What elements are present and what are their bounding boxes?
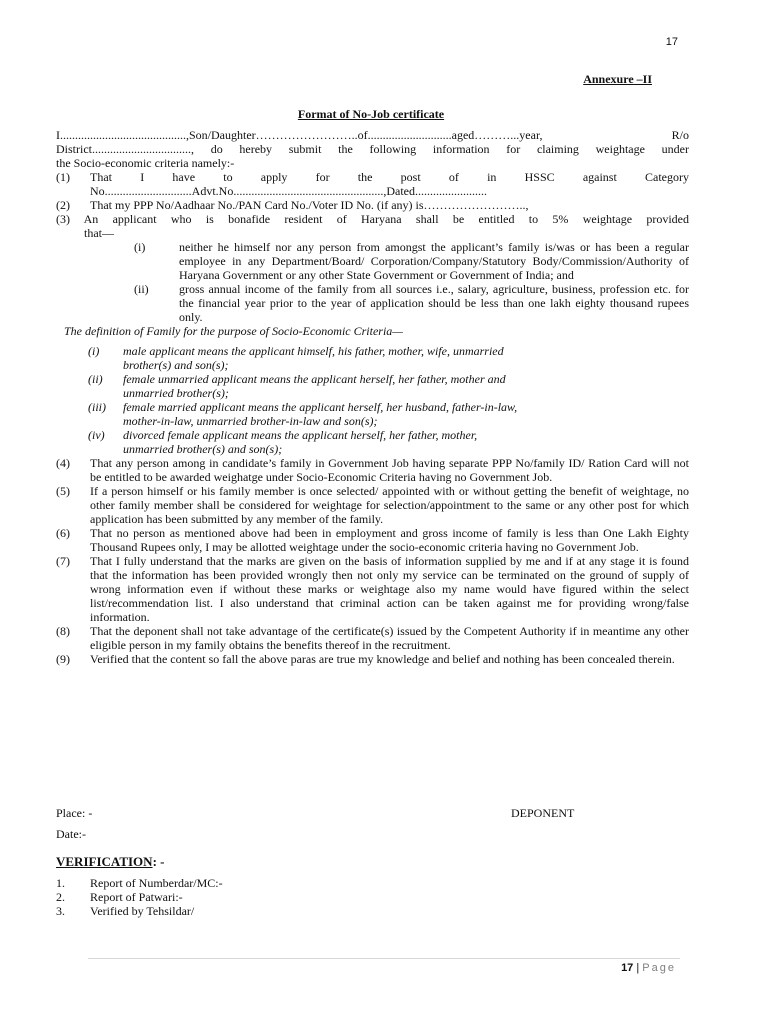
- verification-list: [56, 876, 223, 918]
- footer-page-indicator: [621, 962, 676, 974]
- footer-page-number: 17: [621, 962, 634, 974]
- item-7: [56, 554, 689, 624]
- intro-line-1: I..........................................,Son/Daughter……………………..of............................aged………...year, R/o: [56, 128, 689, 142]
- item-text: Verified that the content so fall the above paras are true my knowledge and belief and nothing has been concealed therein.: [90, 652, 675, 666]
- verification-suffix: : -: [152, 854, 165, 869]
- item-5: [56, 484, 689, 526]
- verification-item-number: 2.: [56, 890, 65, 904]
- verification-item-text: Report of Patwari:-: [90, 890, 183, 904]
- verification-item-text: Verified by Tehsildar/: [90, 904, 195, 918]
- intro-line-2: District................................., do hereby submit the following information for claiming weightage under: [56, 142, 689, 156]
- item-9: [56, 652, 689, 666]
- definition-line-2: brother(s) and son(s);: [123, 358, 229, 372]
- item-4: [56, 456, 689, 484]
- date-label: Date:-: [56, 827, 86, 841]
- sub-item-ii: [134, 282, 689, 324]
- verification-item-number: 1.: [56, 876, 65, 890]
- document-title: Format of No-Job certificate: [297, 107, 445, 121]
- item-1-line-2: No.............................Advt.No..................................................,Dated........................: [90, 184, 487, 198]
- definition-item: [88, 372, 689, 400]
- item-3-line-1: (3) An applicant who is bonafide resident of Haryana shall be entitled to 5% weightage provided: [56, 212, 689, 226]
- item-text: That any person among in candidate’s family in Government Job having separate PPP No/family ID/ Ration Card will not be entitled to be awarded weighatge under Socio-Economic Criteria having no Government Job.: [90, 456, 689, 484]
- item-2-text: That my PPP No/Aadhaar No./PAN Card No./Voter ID No. (if any) is……………………..,: [90, 198, 529, 212]
- definition-number: (i): [88, 344, 100, 358]
- sub-item-i-number: (i): [134, 240, 146, 254]
- definition-line-1: divorced female applicant means the applicant herself, her father, mother,: [123, 428, 478, 442]
- definition-line-2: mother-in-law, unmarried brother-in-law and son(s);: [123, 414, 378, 428]
- item-text: If a person himself or his family member is once selected/ appointed with or without getting the benefit of weightage, no other family member shall be considered for weightage for selection/appointment to the same or any other post for which application has been submitted by any member of the family.: [90, 484, 689, 526]
- item-1-line-1: That I have to apply for the post of in HSSC against Category: [90, 170, 689, 184]
- verification-item-text: Report of Numberdar/MC:-: [90, 876, 223, 890]
- item-number: (6): [56, 526, 70, 540]
- item-number: (4): [56, 456, 70, 470]
- item-6: [56, 526, 689, 554]
- definition-number: (ii): [88, 372, 103, 386]
- verification-item: [56, 890, 223, 904]
- item-number: (7): [56, 554, 70, 568]
- sub-item-ii-text: gross annual income of the family from all sources i.e., salary, agriculture, business, profession etc. for the financial year prior to the year of application should be less than one lakh eighty thousand rupees only.: [179, 282, 689, 324]
- verification-title: VERIFICATION: [56, 854, 153, 869]
- annexure-label: Annexure –II: [583, 72, 652, 86]
- item-8: [56, 624, 689, 652]
- item-text: That I fully understand that the marks are given on the basis of information supplied by me and if at any stage it is found that the information has been provided wrongly then not only my service can be terminated on the ground of supply of wrong information even if without these marks or weightage also my name would have figured within the select list/recommendation list. I also understand that criminal action can be taken against me for providing wrong/false information.: [90, 554, 689, 624]
- definition-number: (iv): [88, 428, 105, 442]
- definition-item: [88, 344, 689, 372]
- verification-item: [56, 904, 223, 918]
- definition-line-1: female unmarried applicant means the applicant herself, her father, mother and: [123, 372, 506, 386]
- item-2-number: (2): [56, 198, 70, 212]
- definition-line-1: male applicant means the applicant himself, his father, mother, wife, unmarried: [123, 344, 504, 358]
- verification-item-number: 3.: [56, 904, 65, 918]
- definition-line-2: unmarried brother(s);: [123, 386, 229, 400]
- verification-heading: [56, 854, 164, 870]
- sub-item-ii-number: (ii): [134, 282, 149, 296]
- footer-divider: [88, 958, 680, 959]
- sub-item-i: [134, 240, 689, 282]
- item-number: (8): [56, 624, 70, 638]
- document-body: [56, 128, 689, 666]
- definition-line-1: female married applicant means the applicant herself, her husband, father-in-law,: [123, 400, 518, 414]
- footer-page-word: Page: [642, 962, 676, 974]
- item-3-line-2: that—: [84, 226, 114, 240]
- item-number: (9): [56, 652, 70, 666]
- item-text: That the deponent shall not take advantage of the certificate(s) issued by the Competent Authority if in meantime any other eligible person in my family obtains the benefits thereof in the recruitment.: [90, 624, 689, 652]
- item-2: [56, 198, 689, 212]
- item-1-number: (1): [56, 170, 70, 184]
- intro-line-3: the Socio-economic criteria namely:-: [56, 156, 235, 170]
- footer-separator: |: [636, 962, 640, 974]
- family-definition-heading: The definition of Family for the purpose of Socio-Economic Criteria—: [64, 324, 403, 338]
- place-label: Place: -: [56, 806, 93, 820]
- item-text: That no person as mentioned above had been in employment and gross income of family is less than One Lakh Eighty Thousand Rupees only, I may be allotted weightage under the socio-economic criteria having no Government Job.: [90, 526, 689, 554]
- item-number: (5): [56, 484, 70, 498]
- sub-item-i-text: neither he himself nor any person from amongst the applicant’s family is/was or has been a regular employee in any Department/Board/ Corporation/Company/Statutory Body/Commission/Authority of Haryana Government or any other State Government or Government of India; and: [179, 240, 689, 282]
- deponent-label: DEPONENT: [511, 806, 575, 820]
- definition-number: (iii): [88, 400, 106, 414]
- definition-line-2: unmarried brother(s) and son(s);: [123, 442, 283, 456]
- verification-item: [56, 876, 223, 890]
- header-page-number: 17: [665, 36, 678, 48]
- item-1: [56, 170, 689, 198]
- definition-item: [88, 400, 689, 428]
- definition-item: [88, 428, 689, 456]
